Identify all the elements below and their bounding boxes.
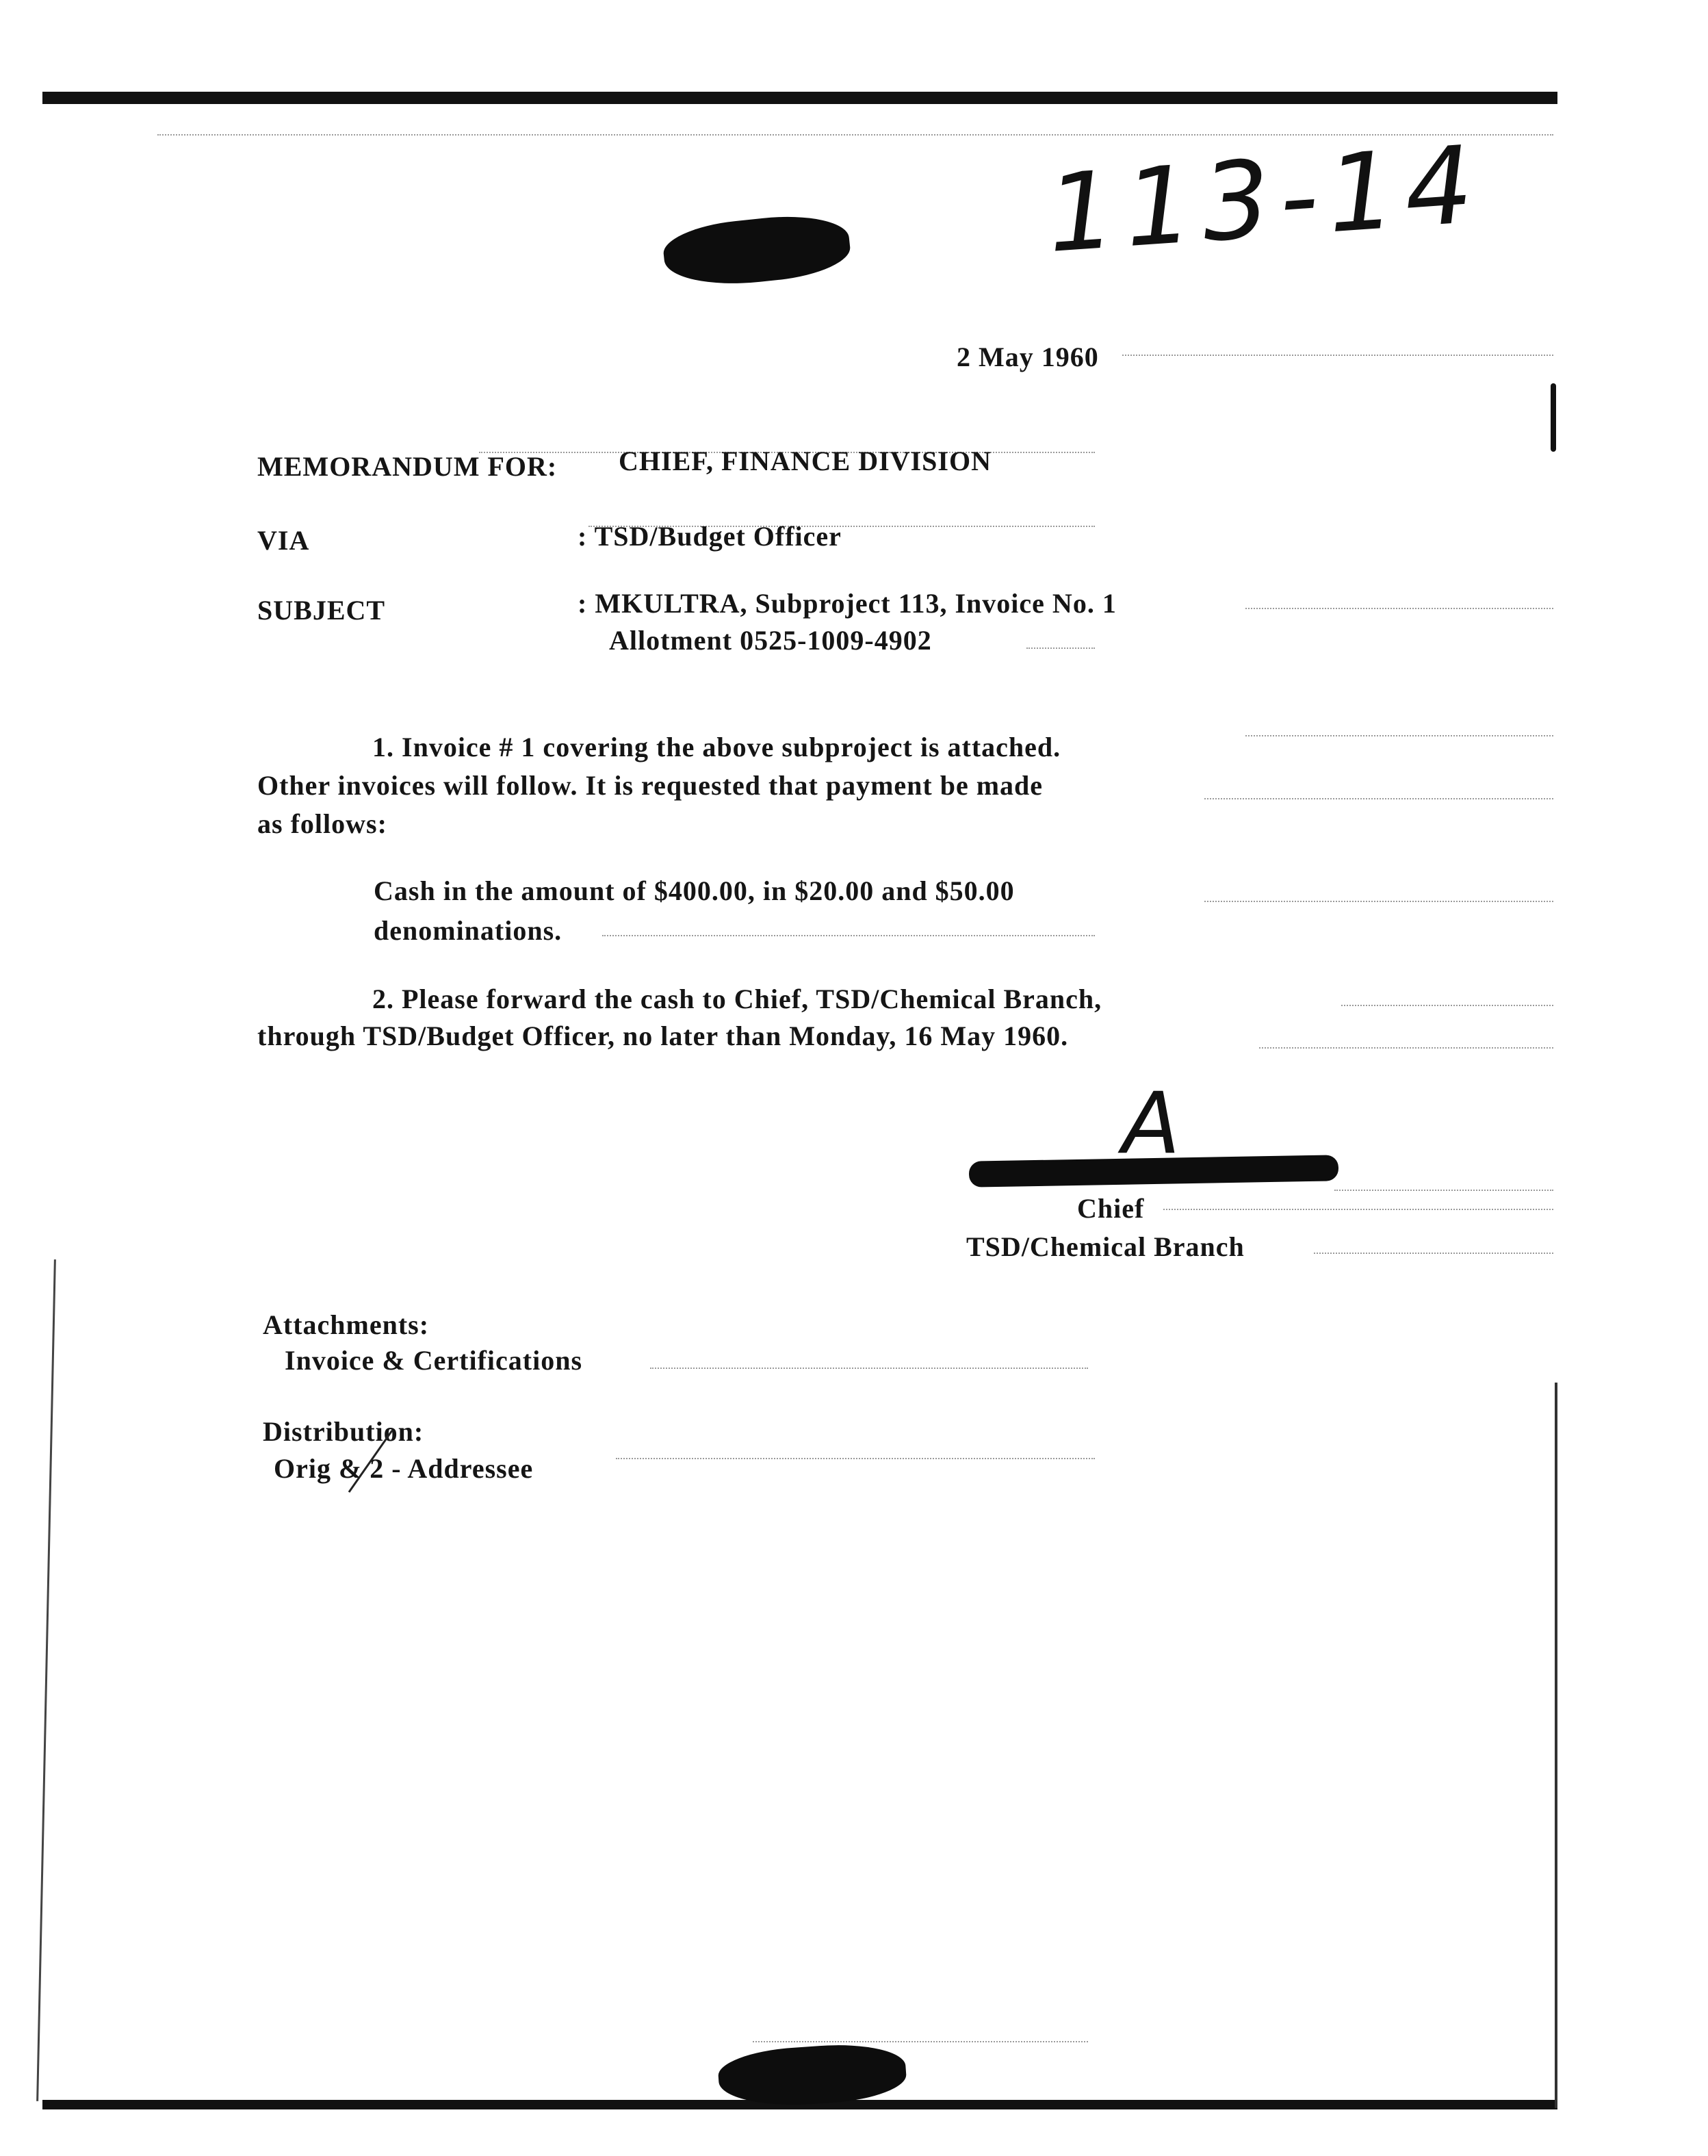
- scan-faint-line: [1204, 798, 1553, 799]
- cash-line1: Cash in the amount of $400.00, in $20.00 and $50.00: [374, 875, 1015, 906]
- file-number-handwritten: 113-14: [1043, 122, 1487, 277]
- right-edge-line: [1555, 1383, 1557, 2108]
- scan-faint-line: [602, 935, 1095, 936]
- subject-value-line2: Allotment 0525-1009-4902: [609, 625, 932, 656]
- scan-faint-line: [1026, 647, 1095, 649]
- subject-value-line1: : MKULTRA, Subproject 113, Invoice No. 1: [578, 588, 1117, 619]
- via-value: : TSD/Budget Officer: [578, 521, 842, 552]
- signature-initial: A: [1122, 1075, 1180, 1173]
- subject-label: SUBJECT: [257, 595, 386, 626]
- scan-faint-line: [1163, 1209, 1553, 1210]
- cash-line2: denominations.: [374, 915, 562, 946]
- memo-for-value: CHIEF, FINANCE DIVISION: [619, 446, 992, 476]
- left-edge-line: [36, 1259, 56, 2101]
- memo-for-label: MEMORANDUM FOR:: [257, 451, 558, 482]
- distribution-item: Orig & 2 - Addressee: [274, 1453, 534, 1484]
- via-label: VIA: [257, 525, 310, 556]
- memo-date: 2 May 1960: [957, 342, 1099, 372]
- distribution-label: Distribution:: [263, 1416, 424, 1447]
- para2-line1: 2. Please forward the cash to Chief, TSD/Chemical Branch,: [372, 984, 1102, 1014]
- scan-faint-line: [1341, 1005, 1553, 1006]
- scan-faint-line: [1122, 355, 1553, 356]
- scan-faint-line: [650, 1368, 1088, 1369]
- right-edge-mark: [1551, 383, 1556, 452]
- attachments-label: Attachments:: [263, 1309, 430, 1340]
- para1-line1: 1. Invoice # 1 covering the above subproject is attached.: [372, 732, 1061, 762]
- para1-line3: as follows:: [257, 808, 387, 839]
- scan-faint-line: [1245, 735, 1553, 736]
- attachments-item: Invoice & Certifications: [285, 1345, 583, 1376]
- scan-faint-line: [1259, 1047, 1553, 1049]
- scan-faint-line: [1204, 901, 1553, 902]
- top-redaction: [661, 209, 853, 292]
- para2-line2: through TSD/Budget Officer, no later than Monday, 16 May 1960.: [257, 1021, 1069, 1051]
- scan-faint-line: [1245, 608, 1553, 609]
- para1-line2: Other invoices will follow. It is requested that payment be made: [257, 770, 1044, 801]
- scan-faint-line: [616, 1458, 1095, 1459]
- scan-faint-line: [753, 2041, 1088, 2042]
- signature-title: Chief: [1077, 1193, 1145, 1224]
- scan-faint-line: [1334, 1190, 1553, 1191]
- top-border-line: [42, 92, 1557, 104]
- scan-faint-line: [1314, 1253, 1553, 1254]
- signature-org: TSD/Chemical Branch: [966, 1231, 1245, 1262]
